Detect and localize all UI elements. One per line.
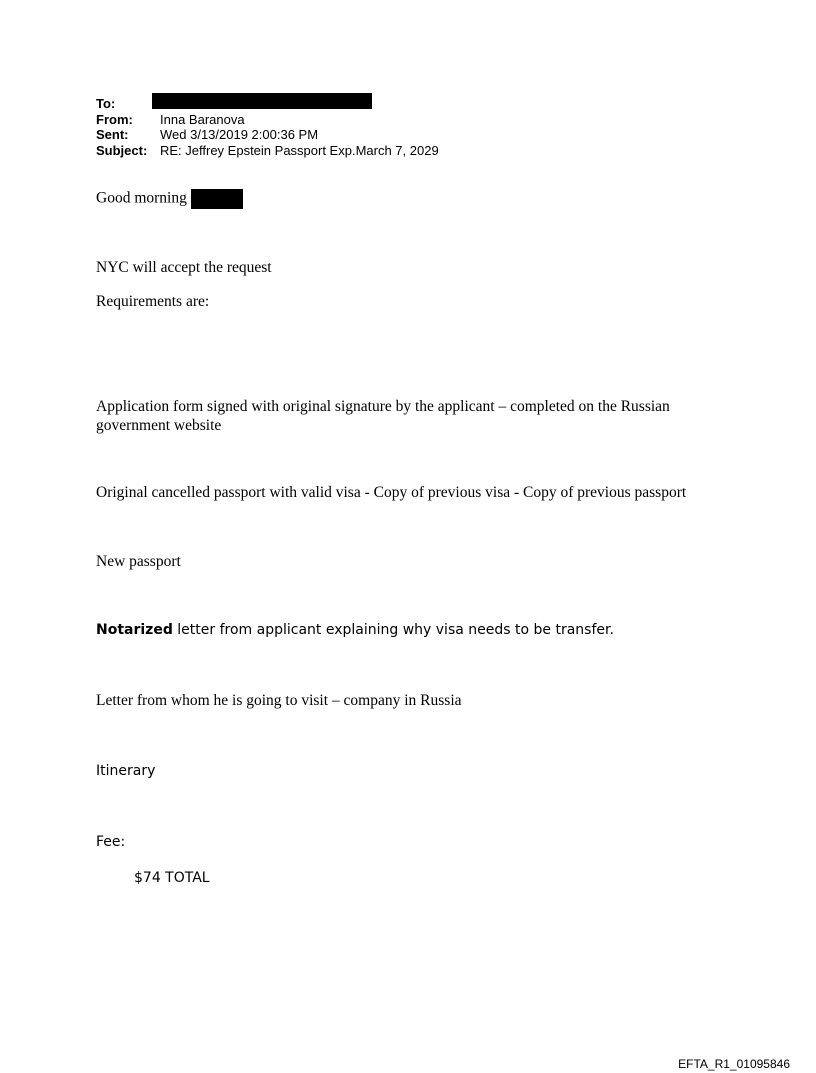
- from-value: Inna Baranova: [160, 111, 245, 127]
- fee-label: Fee:: [96, 834, 126, 850]
- requirement-new-passport: New passport: [96, 553, 181, 570]
- redaction-box: [152, 93, 372, 109]
- body-line-accept: NYC will accept the request: [96, 259, 272, 276]
- from-label: From:: [96, 111, 133, 127]
- requirement-application-form: Application form signed with original signature by the applicant – completed on the Russian government website: [96, 398, 670, 434]
- body-line-requirements: Requirements are:: [96, 293, 210, 310]
- requirement-passport: Original cancelled passport with valid visa - Copy of previous visa - Copy of previous passport: [96, 484, 687, 501]
- from-row: [96, 112, 439, 128]
- to-row: [96, 96, 439, 112]
- sent-label: Sent:: [96, 127, 129, 142]
- email-header: [96, 96, 439, 158]
- to-label: To:: [96, 96, 116, 111]
- document-id: EFTA_R1_01095846: [678, 1057, 790, 1071]
- greeting-line: [96, 189, 243, 209]
- requirement-visit-letter: Letter from whom he is going to visit – company in Russia: [96, 692, 462, 709]
- subject-label: Subject:: [96, 142, 148, 158]
- greeting-text: Good morning: [96, 189, 187, 207]
- requirement-itinerary: Itinerary: [96, 763, 156, 779]
- sent-row: [96, 127, 439, 143]
- sent-value: Wed 3/13/2019 2:00:36 PM: [160, 127, 319, 142]
- notarized-rest: letter from applicant explaining why visa needs to be transfer.: [172, 622, 614, 638]
- subject-value: RE: Jeffrey Epstein Passport Exp.March 7, 2029: [160, 142, 439, 158]
- subject-row: [96, 143, 439, 159]
- fee-value: $74 TOTAL: [134, 870, 210, 886]
- notarized-bold: Notarized: [96, 622, 173, 638]
- requirement-notarized-letter: [96, 622, 614, 638]
- redaction-box: [191, 189, 243, 209]
